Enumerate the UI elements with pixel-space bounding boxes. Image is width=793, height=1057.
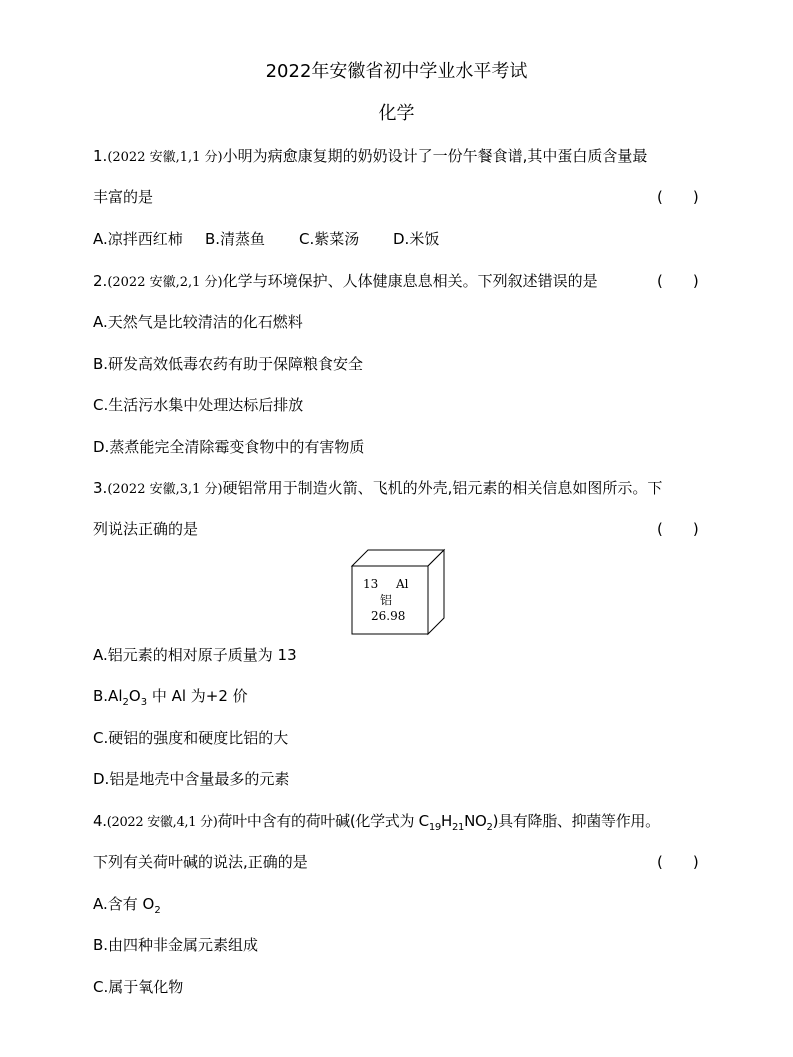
- option-d: D.米饭: [393, 230, 440, 248]
- atomic-mass: 26.98: [371, 609, 406, 623]
- question-1-stem-line2: 丰富的是: [93, 188, 154, 206]
- option-c: C.生活污水集中处理达标后排放: [93, 396, 304, 414]
- question-2-stem: [93, 270, 598, 294]
- question-source: (2022 安徽,3,1 分): [107, 482, 223, 497]
- option-c: C.紫菜汤: [299, 230, 360, 248]
- question-source: (2022 安徽,1,1 分): [107, 150, 223, 165]
- option-b: $B.Al_2O_3$ 中 Al 为+2 价: [93, 687, 248, 708]
- question-1-stem: [93, 145, 647, 169]
- option-c: C.属于氧化物: [93, 978, 184, 996]
- option-b: B.由四种非金属元素组成: [93, 936, 259, 954]
- question-3-stem: [93, 477, 662, 501]
- option-a: A.凉拌西红柿: [93, 230, 183, 248]
- option-d: D.蒸煮能完全清除霉变食物中的有害物质: [93, 438, 365, 456]
- option-c: C.硬铝的强度和硬度比铝的大: [93, 729, 289, 747]
- answer-bracket: ( ): [657, 272, 699, 290]
- option-d: D.铝是地壳中含量最多的元素: [93, 770, 290, 788]
- question-4-stem-line2: 下列有关荷叶碱的说法,正确的是: [93, 853, 308, 871]
- option-a: A.天然气是比较清洁的化石燃料: [93, 313, 303, 331]
- question-number: 2.: [93, 272, 108, 290]
- answer-bracket: ( ): [657, 188, 699, 206]
- element-name: 铝: [380, 593, 393, 607]
- question-number: 3.: [93, 479, 108, 497]
- option-a: A.含有 $O_2$: [93, 895, 161, 916]
- atomic-number: 13: [363, 577, 379, 591]
- subject-title: 化学: [378, 103, 415, 124]
- question-3-stem-line2: 列说法正确的是: [93, 520, 199, 538]
- answer-bracket: ( ): [657, 520, 699, 538]
- question-number: 1.: [93, 147, 108, 165]
- option-b: B.研发高效低毒农药有助于保障粮食安全: [93, 355, 364, 373]
- option-a: A.铝元素的相对原子质量为 13: [93, 646, 297, 664]
- exam-title: 2022年安徽省初中学业水平考试: [265, 61, 528, 82]
- question-text: 小明为病愈康复期的奶奶设计了一份午餐食谱,其中蛋白质含量最: [222, 147, 648, 165]
- question-1-options: [93, 228, 439, 250]
- aluminum-element-card: [350, 548, 446, 636]
- question-text: 硬铝常用于制造火箭、飞机的外壳,铝元素的相关信息如图所示。下: [222, 479, 663, 497]
- question-4-stem: 4.(2022 安徽,4,1 分)荷叶中含有的荷叶碱(化学式为 $C_{19}H_{21}NO_2$)具有降脂、抑菌等作用。: [93, 812, 660, 833]
- answer-bracket: ( ): [657, 853, 699, 871]
- question-text: 化学与环境保护、人体健康息息相关。下列叙述错误的是: [222, 272, 598, 290]
- question-source: (2022 安徽,4,1 分): [106, 815, 218, 830]
- option-b: B.清蒸鱼: [205, 230, 266, 248]
- element-symbol: Al: [396, 577, 409, 591]
- question-number: 4.: [93, 812, 107, 830]
- question-source: (2022 安徽,2,1 分): [107, 275, 223, 290]
